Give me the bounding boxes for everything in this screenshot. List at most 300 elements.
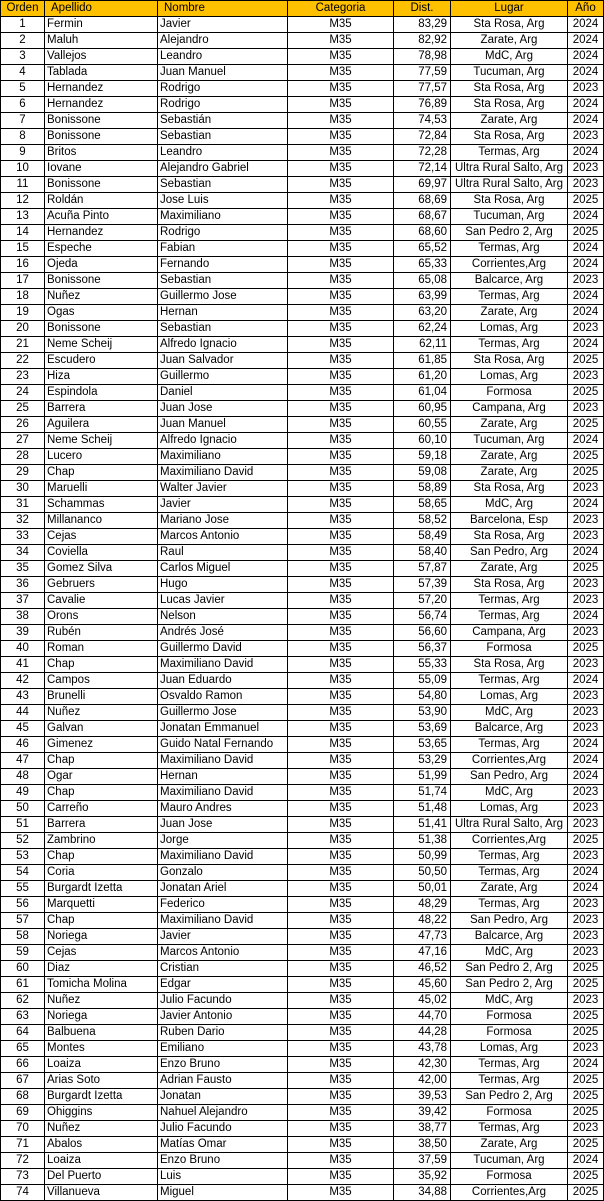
cell-orden: 4 bbox=[1, 65, 45, 81]
cell-anio: 2024 bbox=[568, 49, 604, 65]
cell-lugar: Sta Rosa, Arg bbox=[451, 81, 568, 97]
cell-apellido: Barrera bbox=[45, 401, 158, 417]
cell-apellido: Tomicha Molina bbox=[45, 977, 158, 993]
table-row bbox=[1, 401, 604, 417]
cell-nombre: Alejandro Gabriel bbox=[158, 161, 288, 177]
cell-apellido: Vallejos bbox=[45, 49, 158, 65]
cell-anio: 2023 bbox=[568, 577, 604, 593]
table-row bbox=[1, 897, 604, 913]
cell-apellido: Carreño bbox=[45, 801, 158, 817]
cell-orden: 71 bbox=[1, 1137, 45, 1153]
cell-lugar: Zarate, Arg bbox=[451, 449, 568, 465]
cell-apellido: Arias Soto bbox=[45, 1073, 158, 1089]
cell-dist: 68,60 bbox=[394, 225, 451, 241]
cell-orden: 9 bbox=[1, 145, 45, 161]
cell-apellido: Gimenez bbox=[45, 737, 158, 753]
table-row bbox=[1, 705, 604, 721]
table-row bbox=[1, 225, 604, 241]
cell-anio: 2023 bbox=[568, 401, 604, 417]
cell-lugar: San Pedro, Arg bbox=[451, 545, 568, 561]
table-row bbox=[1, 209, 604, 225]
cell-categoria: M35 bbox=[288, 225, 394, 241]
cell-categoria: M35 bbox=[288, 353, 394, 369]
cell-nombre: Andrés José bbox=[158, 625, 288, 641]
cell-apellido: Lucero bbox=[45, 449, 158, 465]
cell-categoria: M35 bbox=[288, 1057, 394, 1073]
cell-orden: 23 bbox=[1, 369, 45, 385]
cell-nombre: Jonatan bbox=[158, 1089, 288, 1105]
table-row bbox=[1, 625, 604, 641]
cell-nombre: Jorge bbox=[158, 833, 288, 849]
cell-dist: 74,53 bbox=[394, 113, 451, 129]
cell-anio: 2023 bbox=[568, 945, 604, 961]
cell-orden: 27 bbox=[1, 433, 45, 449]
cell-anio: 2025 bbox=[568, 417, 604, 433]
cell-categoria: M35 bbox=[288, 993, 394, 1009]
cell-apellido: Campos bbox=[45, 673, 158, 689]
cell-anio: 2024 bbox=[568, 257, 604, 273]
cell-lugar: Zarate, Arg bbox=[451, 305, 568, 321]
cell-anio: 2024 bbox=[568, 113, 604, 129]
cell-orden: 3 bbox=[1, 49, 45, 65]
cell-categoria: M35 bbox=[288, 593, 394, 609]
cell-orden: 20 bbox=[1, 321, 45, 337]
cell-anio: 2023 bbox=[568, 801, 604, 817]
table-row bbox=[1, 97, 604, 113]
cell-orden: 64 bbox=[1, 1025, 45, 1041]
cell-anio: 2025 bbox=[568, 1105, 604, 1121]
cell-dist: 56,60 bbox=[394, 625, 451, 641]
cell-orden: 67 bbox=[1, 1073, 45, 1089]
cell-dist: 53,69 bbox=[394, 721, 451, 737]
cell-lugar: Termas, Arg bbox=[451, 673, 568, 689]
header-row bbox=[1, 1, 604, 17]
table-row bbox=[1, 65, 604, 81]
cell-anio: 2023 bbox=[568, 177, 604, 193]
cell-dist: 37,59 bbox=[394, 1153, 451, 1169]
cell-dist: 47,16 bbox=[394, 945, 451, 961]
table-row bbox=[1, 273, 604, 289]
cell-anio: 2025 bbox=[568, 1185, 604, 1201]
cell-lugar: Lomas, Arg bbox=[451, 1041, 568, 1057]
cell-nombre: Maximiliano David bbox=[158, 913, 288, 929]
cell-orden: 66 bbox=[1, 1057, 45, 1073]
cell-apellido: Nuñez bbox=[45, 705, 158, 721]
cell-lugar: Termas, Arg bbox=[451, 337, 568, 353]
cell-lugar: Ultra Rural Salto, Arg bbox=[451, 817, 568, 833]
cell-nombre: Guillermo Jose bbox=[158, 705, 288, 721]
cell-nombre: Raul bbox=[158, 545, 288, 561]
cell-lugar: Balcarce, Arg bbox=[451, 721, 568, 737]
cell-apellido: Brunelli bbox=[45, 689, 158, 705]
cell-apellido: Roman bbox=[45, 641, 158, 657]
cell-dist: 38,77 bbox=[394, 1121, 451, 1137]
cell-nombre: Hugo bbox=[158, 577, 288, 593]
table-row bbox=[1, 577, 604, 593]
cell-orden: 14 bbox=[1, 225, 45, 241]
cell-dist: 76,89 bbox=[394, 97, 451, 113]
cell-dist: 53,65 bbox=[394, 737, 451, 753]
cell-nombre: Matías Omar bbox=[158, 1137, 288, 1153]
cell-dist: 82,92 bbox=[394, 33, 451, 49]
cell-nombre: Javier bbox=[158, 929, 288, 945]
cell-dist: 47,73 bbox=[394, 929, 451, 945]
cell-nombre: Maximiliano David bbox=[158, 849, 288, 865]
cell-lugar: Termas, Arg bbox=[451, 737, 568, 753]
cell-categoria: M35 bbox=[288, 33, 394, 49]
cell-nombre: Rodrigo bbox=[158, 225, 288, 241]
cell-nombre: Guillermo Jose bbox=[158, 289, 288, 305]
cell-apellido: Cejas bbox=[45, 945, 158, 961]
cell-dist: 77,59 bbox=[394, 65, 451, 81]
cell-orden: 36 bbox=[1, 577, 45, 593]
cell-categoria: M35 bbox=[288, 65, 394, 81]
cell-dist: 55,09 bbox=[394, 673, 451, 689]
cell-categoria: M35 bbox=[288, 833, 394, 849]
cell-nombre: Maximiliano David bbox=[158, 785, 288, 801]
cell-lugar: Termas, Arg bbox=[451, 1057, 568, 1073]
table-row bbox=[1, 593, 604, 609]
cell-orden: 58 bbox=[1, 929, 45, 945]
cell-apellido: Schammas bbox=[45, 497, 158, 513]
cell-categoria: M35 bbox=[288, 913, 394, 929]
table-row bbox=[1, 481, 604, 497]
table-row bbox=[1, 529, 604, 545]
cell-orden: 49 bbox=[1, 785, 45, 801]
cell-apellido: Nuñez bbox=[45, 993, 158, 1009]
cell-categoria: M35 bbox=[288, 817, 394, 833]
cell-nombre: Alfredo Ignacio bbox=[158, 433, 288, 449]
table-row bbox=[1, 33, 604, 49]
cell-lugar: Campana, Arg bbox=[451, 625, 568, 641]
cell-lugar: Lomas, Arg bbox=[451, 369, 568, 385]
cell-apellido: Noriega bbox=[45, 929, 158, 945]
cell-anio: 2024 bbox=[568, 545, 604, 561]
header-nombre: Nombre bbox=[158, 1, 288, 17]
cell-nombre: Juan Manuel bbox=[158, 417, 288, 433]
cell-dist: 48,29 bbox=[394, 897, 451, 913]
cell-lugar: Termas, Arg bbox=[451, 241, 568, 257]
cell-orden: 54 bbox=[1, 865, 45, 881]
cell-lugar: MdC, Arg bbox=[451, 705, 568, 721]
cell-orden: 65 bbox=[1, 1041, 45, 1057]
cell-categoria: M35 bbox=[288, 1025, 394, 1041]
cell-lugar: Tucuman, Arg bbox=[451, 209, 568, 225]
cell-anio: 2025 bbox=[568, 1137, 604, 1153]
cell-anio: 2024 bbox=[568, 33, 604, 49]
cell-dist: 48,22 bbox=[394, 913, 451, 929]
cell-categoria: M35 bbox=[288, 193, 394, 209]
cell-orden: 16 bbox=[1, 257, 45, 273]
cell-lugar: Balcarce, Arg bbox=[451, 929, 568, 945]
cell-nombre: Sebastian bbox=[158, 273, 288, 289]
cell-categoria: M35 bbox=[288, 145, 394, 161]
cell-apellido: Cejas bbox=[45, 529, 158, 545]
cell-orden: 44 bbox=[1, 705, 45, 721]
cell-nombre: Hernan bbox=[158, 305, 288, 321]
cell-categoria: M35 bbox=[288, 1089, 394, 1105]
cell-apellido: Loaiza bbox=[45, 1057, 158, 1073]
cell-dist: 83,29 bbox=[394, 17, 451, 33]
cell-dist: 44,28 bbox=[394, 1025, 451, 1041]
cell-lugar: Formosa bbox=[451, 1105, 568, 1121]
table-row bbox=[1, 929, 604, 945]
cell-dist: 58,89 bbox=[394, 481, 451, 497]
cell-orden: 59 bbox=[1, 945, 45, 961]
cell-apellido: Del Puerto bbox=[45, 1169, 158, 1185]
cell-dist: 39,42 bbox=[394, 1105, 451, 1121]
cell-lugar: Sta Rosa, Arg bbox=[451, 129, 568, 145]
cell-anio: 2025 bbox=[568, 1169, 604, 1185]
cell-apellido: Neme Scheij bbox=[45, 337, 158, 353]
cell-orden: 50 bbox=[1, 801, 45, 817]
cell-nombre: Maximiliano David bbox=[158, 657, 288, 673]
cell-categoria: M35 bbox=[288, 1105, 394, 1121]
cell-anio: 2025 bbox=[568, 977, 604, 993]
table-row bbox=[1, 737, 604, 753]
cell-lugar: Sta Rosa, Arg bbox=[451, 577, 568, 593]
cell-orden: 6 bbox=[1, 97, 45, 113]
cell-dist: 69,97 bbox=[394, 177, 451, 193]
cell-orden: 10 bbox=[1, 161, 45, 177]
table-row bbox=[1, 865, 604, 881]
cell-lugar: Sta Rosa, Arg bbox=[451, 353, 568, 369]
cell-orden: 47 bbox=[1, 753, 45, 769]
cell-apellido: Cavalie bbox=[45, 593, 158, 609]
cell-apellido: Chap bbox=[45, 657, 158, 673]
cell-lugar: Zarate, Arg bbox=[451, 417, 568, 433]
cell-categoria: M35 bbox=[288, 401, 394, 417]
table-row bbox=[1, 1041, 604, 1057]
cell-anio: 2023 bbox=[568, 1121, 604, 1137]
table-row bbox=[1, 993, 604, 1009]
cell-dist: 51,38 bbox=[394, 833, 451, 849]
cell-categoria: M35 bbox=[288, 161, 394, 177]
header-orden: Orden bbox=[1, 1, 45, 17]
table-row bbox=[1, 849, 604, 865]
cell-lugar: Corrientes,Arg bbox=[451, 257, 568, 273]
table-row bbox=[1, 721, 604, 737]
cell-anio: 2023 bbox=[568, 913, 604, 929]
table-row bbox=[1, 1121, 604, 1137]
cell-orden: 52 bbox=[1, 833, 45, 849]
cell-apellido: Britos bbox=[45, 145, 158, 161]
cell-anio: 2024 bbox=[568, 753, 604, 769]
cell-nombre: Maximiliano David bbox=[158, 753, 288, 769]
table-row bbox=[1, 657, 604, 673]
cell-lugar: Termas, Arg bbox=[451, 593, 568, 609]
table-row bbox=[1, 305, 604, 321]
table-row bbox=[1, 817, 604, 833]
cell-anio: 2023 bbox=[568, 1041, 604, 1057]
table-row bbox=[1, 177, 604, 193]
cell-dist: 62,11 bbox=[394, 337, 451, 353]
cell-lugar: Termas, Arg bbox=[451, 289, 568, 305]
cell-lugar: Zarate, Arg bbox=[451, 465, 568, 481]
cell-anio: 2023 bbox=[568, 657, 604, 673]
cell-apellido: Nuñez bbox=[45, 1121, 158, 1137]
cell-lugar: Formosa bbox=[451, 1009, 568, 1025]
table-row bbox=[1, 1057, 604, 1073]
cell-nombre: Cristian bbox=[158, 961, 288, 977]
cell-nombre: Fabian bbox=[158, 241, 288, 257]
cell-lugar: San Pedro, Arg bbox=[451, 913, 568, 929]
cell-anio: 2023 bbox=[568, 513, 604, 529]
cell-nombre: Enzo Bruno bbox=[158, 1153, 288, 1169]
cell-anio: 2023 bbox=[568, 593, 604, 609]
cell-nombre: Sebastian bbox=[158, 177, 288, 193]
cell-lugar: MdC, Arg bbox=[451, 993, 568, 1009]
cell-categoria: M35 bbox=[288, 609, 394, 625]
cell-categoria: M35 bbox=[288, 257, 394, 273]
cell-anio: 2023 bbox=[568, 721, 604, 737]
cell-orden: 30 bbox=[1, 481, 45, 497]
cell-anio: 2024 bbox=[568, 433, 604, 449]
table-row bbox=[1, 561, 604, 577]
cell-categoria: M35 bbox=[288, 705, 394, 721]
cell-nombre: Juan Jose bbox=[158, 401, 288, 417]
cell-orden: 63 bbox=[1, 1009, 45, 1025]
cell-dist: 43,78 bbox=[394, 1041, 451, 1057]
cell-nombre: Juan Jose bbox=[158, 817, 288, 833]
cell-lugar: Zarate, Arg bbox=[451, 1137, 568, 1153]
cell-nombre: Adrian Fausto bbox=[158, 1073, 288, 1089]
cell-categoria: M35 bbox=[288, 737, 394, 753]
table-row bbox=[1, 113, 604, 129]
table-row bbox=[1, 961, 604, 977]
cell-apellido: Ogar bbox=[45, 769, 158, 785]
table-row bbox=[1, 1009, 604, 1025]
cell-dist: 42,00 bbox=[394, 1073, 451, 1089]
cell-orden: 60 bbox=[1, 961, 45, 977]
cell-apellido: Espeche bbox=[45, 241, 158, 257]
cell-dist: 58,40 bbox=[394, 545, 451, 561]
cell-lugar: Ultra Rural Salto, Arg bbox=[451, 161, 568, 177]
cell-orden: 22 bbox=[1, 353, 45, 369]
cell-lugar: Sta Rosa, Arg bbox=[451, 529, 568, 545]
cell-apellido: Chap bbox=[45, 913, 158, 929]
cell-apellido: Montes bbox=[45, 1041, 158, 1057]
cell-anio: 2023 bbox=[568, 929, 604, 945]
cell-anio: 2024 bbox=[568, 881, 604, 897]
cell-dist: 39,53 bbox=[394, 1089, 451, 1105]
cell-dist: 50,01 bbox=[394, 881, 451, 897]
cell-nombre: Juan Salvador bbox=[158, 353, 288, 369]
cell-nombre: Gonzalo bbox=[158, 865, 288, 881]
cell-categoria: M35 bbox=[288, 369, 394, 385]
cell-lugar: Formosa bbox=[451, 641, 568, 657]
cell-apellido: Espindola bbox=[45, 385, 158, 401]
cell-dist: 57,39 bbox=[394, 577, 451, 593]
cell-apellido: Diaz bbox=[45, 961, 158, 977]
cell-nombre: Jose Luis bbox=[158, 193, 288, 209]
cell-lugar: Zarate, Arg bbox=[451, 561, 568, 577]
cell-orden: 61 bbox=[1, 977, 45, 993]
table-row bbox=[1, 497, 604, 513]
cell-apellido: Zambrino bbox=[45, 833, 158, 849]
header-anio: Año bbox=[568, 1, 604, 17]
cell-categoria: M35 bbox=[288, 1041, 394, 1057]
cell-lugar: San Pedro 2, Arg bbox=[451, 961, 568, 977]
cell-dist: 50,50 bbox=[394, 865, 451, 881]
cell-anio: 2025 bbox=[568, 833, 604, 849]
cell-apellido: Hiza bbox=[45, 369, 158, 385]
cell-nombre: Federico bbox=[158, 897, 288, 913]
table-row bbox=[1, 145, 604, 161]
cell-nombre: Javier bbox=[158, 497, 288, 513]
cell-lugar: Termas, Arg bbox=[451, 849, 568, 865]
cell-anio: 2025 bbox=[568, 1089, 604, 1105]
cell-orden: 8 bbox=[1, 129, 45, 145]
table-row bbox=[1, 641, 604, 657]
cell-categoria: M35 bbox=[288, 753, 394, 769]
cell-categoria: M35 bbox=[288, 449, 394, 465]
cell-categoria: M35 bbox=[288, 1153, 394, 1169]
table-row bbox=[1, 689, 604, 705]
header-categoria: Categoria bbox=[288, 1, 394, 17]
cell-nombre: Javier bbox=[158, 17, 288, 33]
cell-nombre: Rodrigo bbox=[158, 97, 288, 113]
cell-apellido: Hernandez bbox=[45, 81, 158, 97]
cell-nombre: Juan Eduardo bbox=[158, 673, 288, 689]
cell-categoria: M35 bbox=[288, 801, 394, 817]
cell-orden: 55 bbox=[1, 881, 45, 897]
cell-nombre: Jonatan Ariel bbox=[158, 881, 288, 897]
cell-anio: 2025 bbox=[568, 449, 604, 465]
cell-categoria: M35 bbox=[288, 241, 394, 257]
table-row bbox=[1, 193, 604, 209]
cell-lugar: Termas, Arg bbox=[451, 1073, 568, 1089]
table-row bbox=[1, 1185, 604, 1201]
table-row bbox=[1, 945, 604, 961]
cell-lugar: Tucuman, Arg bbox=[451, 65, 568, 81]
cell-apellido: Nuñez bbox=[45, 289, 158, 305]
cell-orden: 43 bbox=[1, 689, 45, 705]
cell-apellido: Burgardt Izetta bbox=[45, 1089, 158, 1105]
cell-orden: 42 bbox=[1, 673, 45, 689]
cell-dist: 35,92 bbox=[394, 1169, 451, 1185]
cell-anio: 2023 bbox=[568, 529, 604, 545]
table-row bbox=[1, 385, 604, 401]
cell-dist: 51,74 bbox=[394, 785, 451, 801]
cell-nombre: Edgar bbox=[158, 977, 288, 993]
cell-lugar: Balcarce, Arg bbox=[451, 273, 568, 289]
cell-dist: 58,52 bbox=[394, 513, 451, 529]
cell-orden: 31 bbox=[1, 497, 45, 513]
cell-apellido: Abalos bbox=[45, 1137, 158, 1153]
cell-apellido: Rubén bbox=[45, 625, 158, 641]
cell-anio: 2023 bbox=[568, 273, 604, 289]
table-row bbox=[1, 1169, 604, 1185]
cell-anio: 2023 bbox=[568, 161, 604, 177]
cell-categoria: M35 bbox=[288, 689, 394, 705]
cell-categoria: M35 bbox=[288, 769, 394, 785]
cell-categoria: M35 bbox=[288, 881, 394, 897]
cell-nombre: Sebastian bbox=[158, 321, 288, 337]
table-row bbox=[1, 81, 604, 97]
cell-lugar: Lomas, Arg bbox=[451, 801, 568, 817]
cell-orden: 11 bbox=[1, 177, 45, 193]
cell-apellido: Coviella bbox=[45, 545, 158, 561]
cell-dist: 59,18 bbox=[394, 449, 451, 465]
cell-categoria: M35 bbox=[288, 577, 394, 593]
cell-orden: 7 bbox=[1, 113, 45, 129]
table-row bbox=[1, 257, 604, 273]
cell-anio: 2024 bbox=[568, 289, 604, 305]
cell-nombre: Marcos Antonio bbox=[158, 529, 288, 545]
cell-orden: 39 bbox=[1, 625, 45, 641]
cell-dist: 63,99 bbox=[394, 289, 451, 305]
